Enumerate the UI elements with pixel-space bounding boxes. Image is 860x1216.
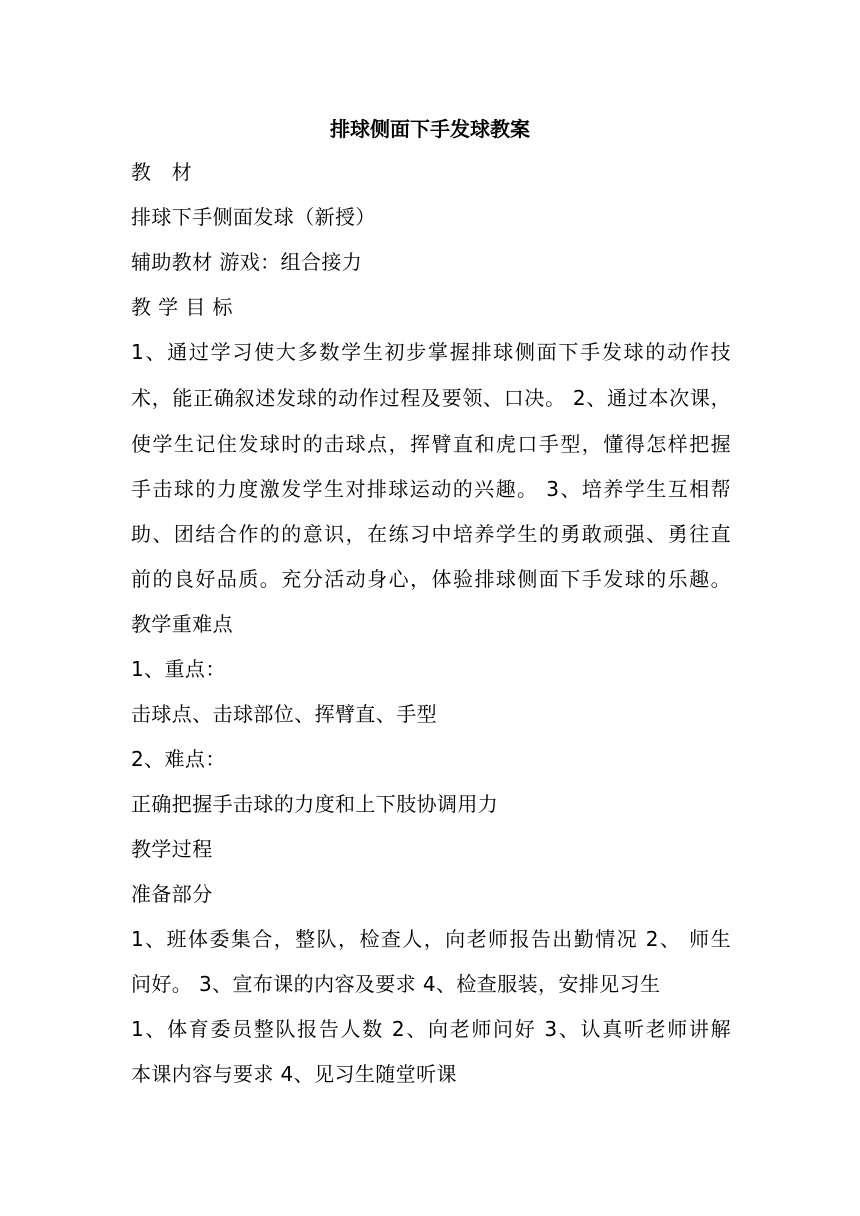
text-line: 助、团结合作的的意识，在练习中培养学生的勇敢顽强、勇往直 <box>131 522 731 546</box>
section-heading: 准备部分 <box>131 882 213 906</box>
text-line: 使学生记住发球时的击球点，挥臂直和虎口手型，懂得怎样把握 <box>131 432 731 456</box>
text-line: 问好。 3、宣布课的内容及要求 4、检查服装，安排见习生 <box>131 972 661 996</box>
text-line: 术，能正确叙述发球的动作过程及要领、口决。 2、通过本次课， <box>131 386 731 410</box>
document-title: 排球侧面下手发球教案 <box>330 117 530 141</box>
text-line: 教 材 <box>131 160 193 184</box>
text-line: 1、班体委集合，整队，检查人，向老师报告出勤情况 2、 师生 <box>131 927 731 951</box>
text-line: 前的良好品质。充分活动身心，体验排球侧面下手发球的乐趣。 <box>131 567 731 591</box>
text-line: 1、重点： <box>131 657 226 681</box>
section-heading: 教学重难点 <box>131 612 233 636</box>
text-line: 辅助教材 游戏：组合接力 <box>131 250 363 274</box>
text-line: 正确把握手击球的力度和上下肢协调用力 <box>131 792 499 816</box>
section-heading: 教学过程 <box>131 837 213 861</box>
text-line: 1、体育委员整队报告人数 2、向老师问好 3、认真听老师讲解 <box>131 1017 731 1041</box>
text-line: 本课内容与要求 4、见习生随堂听课 <box>131 1062 457 1086</box>
text-line: 击球点、击球部位、挥臂直、手型 <box>131 702 437 726</box>
text-line: 2、难点： <box>131 747 226 771</box>
text-line: 手击球的力度激发学生对排球运动的兴趣。 3、培养学生互相帮 <box>131 477 731 501</box>
text-line: 排球下手侧面发球（新授） <box>131 205 376 229</box>
text-line: 1、通过学习使大多数学生初步掌握排球侧面下手发球的动作技 <box>131 340 731 364</box>
section-heading: 教 学 目 标 <box>131 295 233 319</box>
